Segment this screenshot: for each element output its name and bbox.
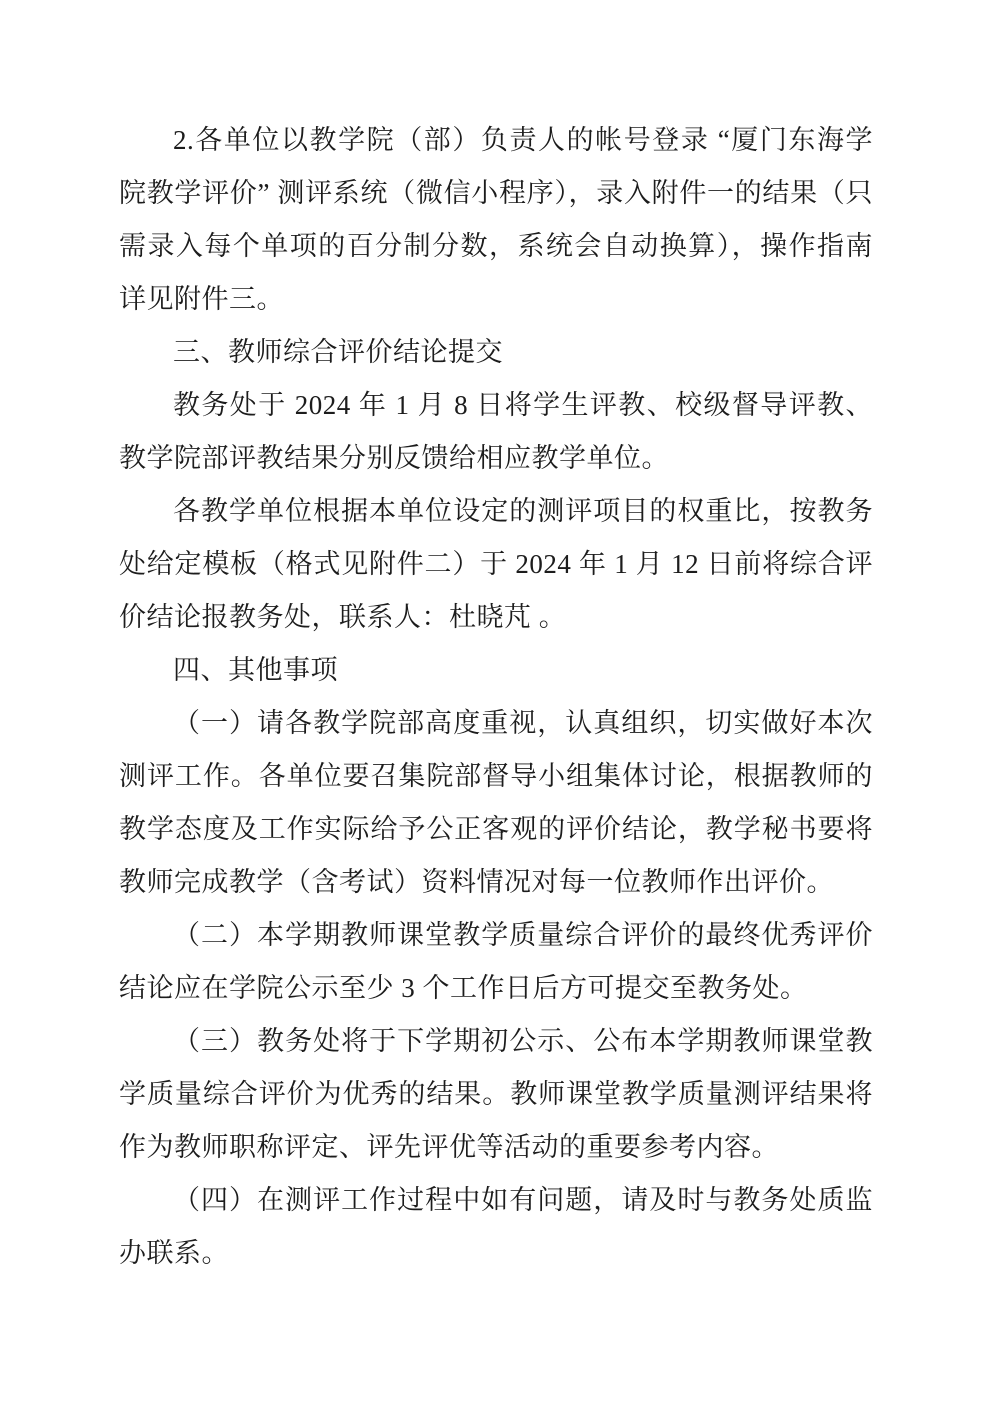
paragraph-feedback-date: 教务处于 2024 年 1 月 8 日将学生评教、校级督导评教、教学院部评教结果分别反馈给相应教学单位。: [119, 390, 873, 473]
section-heading-three: 三、教师综合评价结论提交: [173, 337, 503, 367]
document-body: [119, 114, 873, 1280]
paragraph-item-two-publicity-period: （二）本学期教师课堂教学质量综合评价的最终优秀评价结论应在学院公示至少 3 个工作日后方可提交至教务处。: [119, 920, 873, 1003]
paragraph-item-one-organization: （一）请各教学院部高度重视，认真组织，切实做好本次测评工作。各单位要召集院部督导小组集体讨论，根据教师的教学态度及工作实际给予公正客观的评价结论，教学秘书要将教师完成教学（含考试）资料情况对每一位教师作出评价。: [119, 708, 873, 897]
paragraph-item-four-contact-office: （四）在测评工作过程中如有问题，请及时与教务处质监办联系。: [119, 1185, 873, 1268]
paragraph-template-deadline-contact: 各教学单位根据本单位设定的测评项目的权重比，按教务处给定模板（格式见附件二）于 2024 年 1 月 12 日前将综合评价结论报教务处，联系人：杜晓芃 。: [119, 496, 873, 632]
paragraph-item-three-results-publication: （三）教务处将于下学期初公示、公布本学期教师课堂教学质量综合评价为优秀的结果。教师课堂教学质量测评结果将作为教师职称评定、评先评优等活动的重要参考内容。: [119, 1026, 873, 1162]
paragraph-login-instructions: 2.各单位以教学院（部）负责人的帐号登录 “厦门东海学院教学评价” 测评系统（微信小程序），录入附件一的结果（只需录入每个单项的百分制分数，系统会自动换算），操作指南详见附件三。: [119, 125, 873, 314]
section-heading-four: 四、其他事项: [173, 655, 338, 685]
